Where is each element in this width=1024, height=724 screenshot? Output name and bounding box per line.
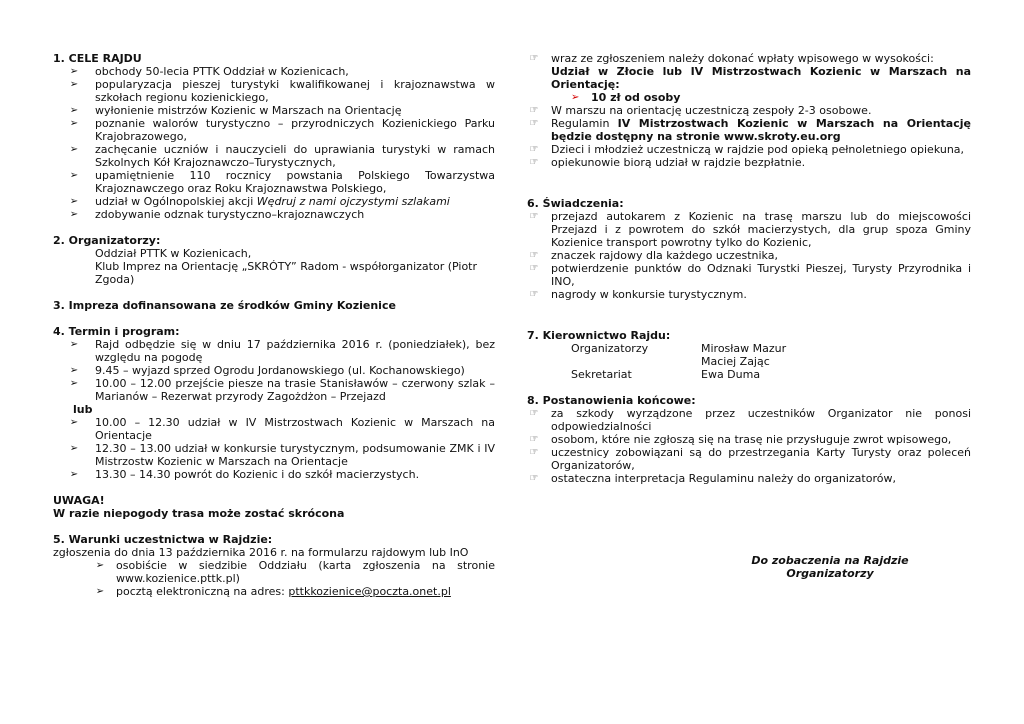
program-list xyxy=(53,338,495,403)
arrow-bullet-icon: ➢ xyxy=(95,586,105,597)
list-item: ➢ zdobywanie odznak turystyczno–krajoznawczych xyxy=(53,208,495,221)
list-item: ➢ 9.45 – wyjazd sprzed Ogrodu Jordanowskiego (ul. Kochanowskiego) xyxy=(53,364,495,377)
list-item: ☞ W marszu na orientację uczestniczą zespoły 2-3 osobowe. xyxy=(527,104,971,117)
leadership-table xyxy=(527,342,971,381)
final-provisions-list xyxy=(527,407,971,485)
list-item: ➢ 10.00 – 12.30 udział w IV Mistrzostwach Kozienic w Marszach na Orientacje xyxy=(53,416,495,442)
arrow-bullet-icon: ➢ xyxy=(69,469,79,480)
name-cell: Mirosław Mazur xyxy=(701,342,787,355)
benefits-list xyxy=(527,210,971,301)
section-7-title: 7. Kierownictwo Rajdu: xyxy=(527,329,671,342)
pointing-hand-icon: ☞ xyxy=(529,250,539,261)
section-1-title: 1. CELE RAJDU xyxy=(53,52,142,65)
list-item: ➢ upamiętnienie 110 rocznicy powstania Polskiego Towarzystwa Krajoznawczego oraz Roku Krajoznawstwa Polskiego, xyxy=(53,169,495,195)
role-cell: Sekretariat xyxy=(571,368,632,381)
arrow-bullet-icon: ➢ xyxy=(69,339,79,350)
pointing-hand-icon: ☞ xyxy=(529,53,539,64)
arrow-bullet-icon: ➢ xyxy=(69,417,79,428)
warning-title: UWAGA! xyxy=(53,494,105,507)
role-cell xyxy=(571,355,701,368)
list-item: ➢ Rajd odbędzie się w dniu 17 października 2016 r. (poniedziałek), bez względu na pogodę xyxy=(53,338,495,364)
pointing-hand-icon: ☞ xyxy=(529,289,539,300)
pointing-hand-icon: ☞ xyxy=(529,447,539,458)
list-item: ☞ wraz ze zgłoszeniem należy dokonać wpłaty wpisowego w wysokości: Udział w Złocie lub IV Mistrzostwach Kozienic w Marszach na Orientację: xyxy=(527,52,971,91)
list-item: ➢ obchody 50-lecia PTTK Oddział w Kozienicach, xyxy=(53,65,495,78)
arrow-bullet-icon: ➢ xyxy=(69,196,79,207)
list-item: ➢ wyłonienie mistrzów Kozienic w Marszach na Orientację xyxy=(53,104,495,117)
program-list-b xyxy=(53,416,495,481)
payment-list xyxy=(527,52,971,91)
pointing-hand-icon: ☞ xyxy=(529,408,539,419)
section-3-title: 3. Impreza dofinansowana ze środków Gminy Kozienice xyxy=(53,299,396,312)
list-item: ➢ zachęcanie uczniów i nauczycieli do uprawiania turystyki w ramach Szkolnych Kół Krajoznawczo–Turystycznych, xyxy=(53,143,495,169)
arrow-bullet-icon: ➢ xyxy=(69,170,79,181)
list-item: ➢ pocztą elektroniczną na adres: pttkkozienice@poczta.onet.pl xyxy=(53,585,495,598)
role-cell: Organizatorzy xyxy=(571,342,649,355)
list-item: ☞ Regulamin IV Mistrzostwach Kozienic w Marszach na Orientację będzie dostępny na stronie www.skroty.eu.org xyxy=(527,117,971,143)
list-item: ➢ 10.00 – 12.00 przejście piesze na trasie Stanisławów – czerwony szlak – Marianów – Rezerwat przyrody Zagożdżon – Przejazd xyxy=(53,377,495,403)
list-item: ➢ udział w Ogólnopolskiej akcji Wędruj z nami ojczystymi szlakami xyxy=(53,195,495,208)
arrow-bullet-icon: ➢ xyxy=(69,443,79,454)
pointing-hand-icon: ☞ xyxy=(529,434,539,445)
arrow-bullet-icon: ➢ xyxy=(69,365,79,376)
email-link[interactable]: pttkkozienice@poczta.onet.pl xyxy=(288,585,451,598)
closing-signature xyxy=(700,554,960,580)
section-8-title: 8. Postanowienia końcowe: xyxy=(527,394,696,407)
goals-list xyxy=(53,65,495,221)
warning-text: W razie niepogody trasa może zostać skrócona xyxy=(53,507,345,520)
list-item: ➢ popularyzacja pieszej turystyki kwalifikowanej i krajoznawstwa w szkołach regionu kozienickiego, xyxy=(53,78,495,104)
arrow-bullet-icon: ➢ xyxy=(69,209,79,220)
arrow-bullet-icon: ➢ xyxy=(69,79,79,90)
list-item: ☞ uczestnicy zobowiązani są do przestrzegania Karty Turysty oraz poleceń Organizatorów, xyxy=(527,446,971,472)
list-item: ➢ 13.30 – 14.30 powrót do Kozienic i do szkół macierzystych. xyxy=(53,468,495,481)
closing-line: Do zobaczenia na Rajdzie xyxy=(751,554,909,567)
pointing-hand-icon: ☞ xyxy=(529,263,539,274)
pointing-hand-icon: ☞ xyxy=(529,144,539,155)
list-item: ☞ nagrody w konkursie turystycznym. xyxy=(527,288,971,301)
list-item: ☞ za szkody wyrządzone przez uczestników Organizator nie ponosi odpowiedzialności xyxy=(527,407,971,433)
right-column xyxy=(527,52,971,485)
pointing-hand-icon: ☞ xyxy=(529,211,539,222)
rules-list xyxy=(527,104,971,169)
section-5-title: 5. Warunki uczestnictwa w Rajdzie: xyxy=(53,533,273,546)
arrow-bullet-icon: ➢ xyxy=(69,105,79,116)
or-label: lub xyxy=(73,403,93,416)
pointing-hand-icon: ☞ xyxy=(529,105,539,116)
list-item: ➢ 12.30 – 13.00 udział w konkursie turystycznym, podsumowanie ZMK i IV Mistrzostw Kozienic w Marszach na Orientacje xyxy=(53,442,495,468)
pointing-hand-icon: ☞ xyxy=(529,157,539,168)
arrow-bullet-icon: ➢ xyxy=(95,560,105,571)
list-item: ☞ Dzieci i młodzież uczestniczą w rajdzie pod opieką pełnoletniego opiekuna, xyxy=(527,143,971,156)
list-item: ☞ ostateczna interpretacja Regulaminu należy do organizatorów, xyxy=(527,472,971,485)
left-column xyxy=(53,52,495,598)
pointing-hand-icon: ☞ xyxy=(529,118,539,129)
name-cell: Maciej Zając xyxy=(701,355,770,368)
section-2-title: 2. Organizatorzy: xyxy=(53,234,161,247)
organizers-line: Oddział PTTK w Kozienicach, xyxy=(95,247,252,260)
arrow-bullet-icon: ➢ xyxy=(69,144,79,155)
arrow-bullet-icon: ➢ xyxy=(69,66,79,77)
registration-list xyxy=(53,559,495,598)
arrow-bullet-icon: ➢ xyxy=(571,92,580,103)
organizers-line: Klub Imprez na Orientację „SKRÓTY” Radom - współorganizator (Piotr Zgoda) xyxy=(95,260,478,286)
closing-signer: Organizatorzy xyxy=(786,567,874,580)
list-item: ➢ osobiście w siedzibie Oddziału (karta zgłoszenia na stronie www.kozienice.pttk.pl) xyxy=(53,559,495,585)
section-6-title: 6. Świadczenia: xyxy=(527,197,624,210)
list-item: ☞ opiekunowie biorą udział w rajdzie bezpłatnie. xyxy=(527,156,971,169)
name-cell: Ewa Duma xyxy=(701,368,761,381)
list-item: ☞ przejazd autokarem z Kozienic na trasę marszu lub do miejscowości Przejazd i z powrotem do szkół macierzystych, dla grup spoza Gminy Kozienice transport powrotny tylko do Kozienic, xyxy=(527,210,971,249)
registration-text: zgłoszenia do dnia 13 października 2016 r. na formularzu rajdowym lub InO xyxy=(53,546,469,559)
fee-line: ➢ 10 zł od osoby xyxy=(571,91,681,104)
list-item: ☞ osobom, które nie zgłoszą się na trasę nie przysługuje zwrot wpisowego, xyxy=(527,433,971,446)
list-item: ➢ poznanie walorów turystyczno – przyrodniczych Kozienickiego Parku Krajobrazowego, xyxy=(53,117,495,143)
arrow-bullet-icon: ➢ xyxy=(69,118,79,129)
pointing-hand-icon: ☞ xyxy=(529,473,539,484)
arrow-bullet-icon: ➢ xyxy=(69,378,79,389)
list-item: ☞ znaczek rajdowy dla każdego uczestnika, xyxy=(527,249,971,262)
section-4-title: 4. Termin i program: xyxy=(53,325,180,338)
list-item: ☞ potwierdzenie punktów do Odznaki Turystki Pieszej, Turysty Przyrodnika i INO, xyxy=(527,262,971,288)
